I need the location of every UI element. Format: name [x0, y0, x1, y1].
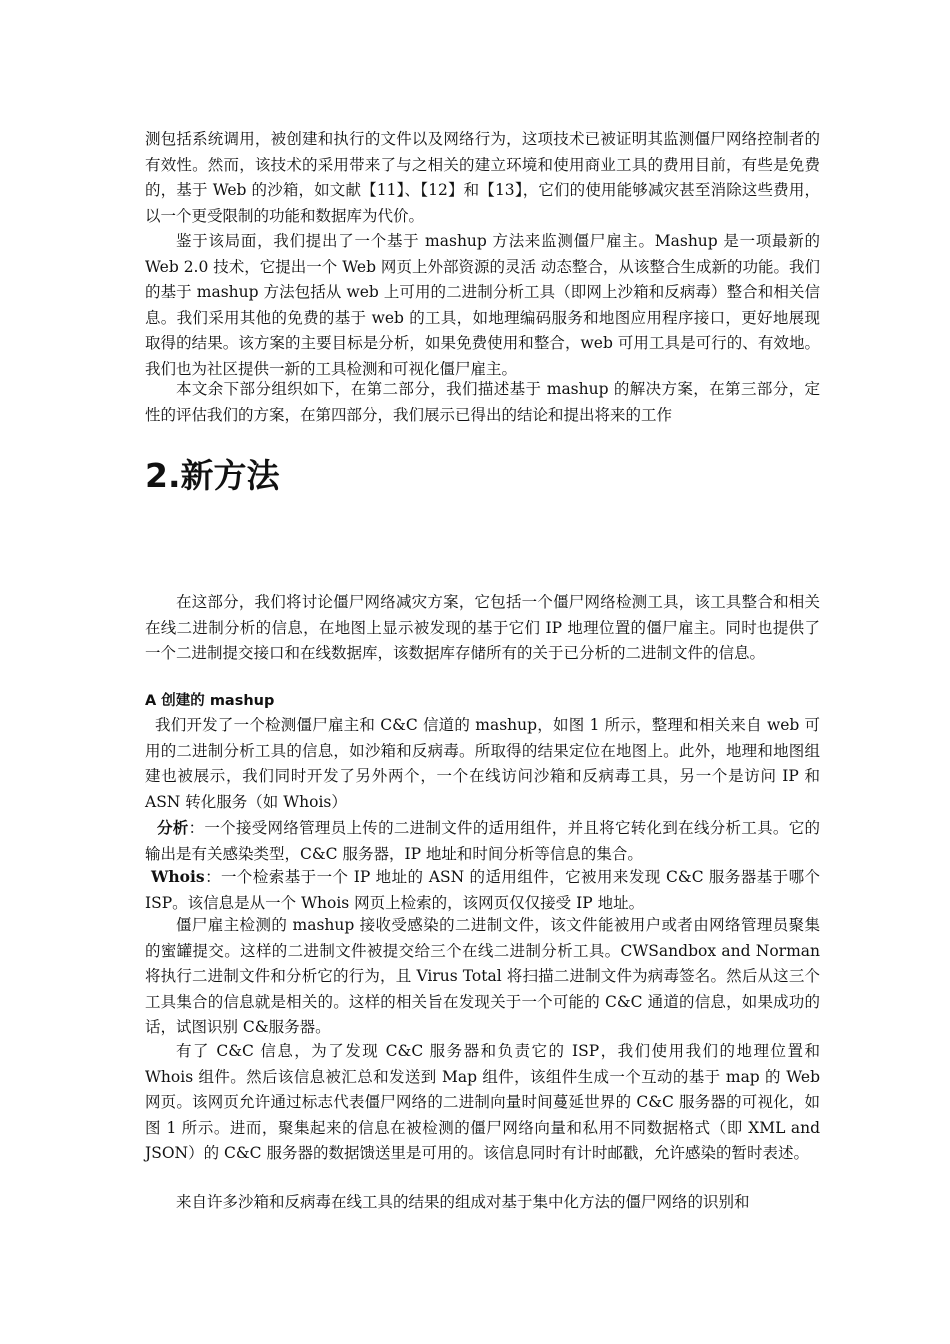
whois-text: ：一个检索基于一个 IP 地址的 ASN 的适用组件，它被用来发现 C&C 服务器基于哪个 ISP。该信息是从一个 Whois 网页上检索的，该网页仅仅接受 IP 地址。	[145, 868, 820, 912]
paragraph-composition: 来自许多沙箱和反病毒在线工具的结果的组成对基于集中化方法的僵尸网络的识别和	[176, 1193, 750, 1211]
paragraph-whois-component	[145, 864, 820, 916]
paragraph-mashup-proposal: 鉴于该局面，我们提出了一个基于 mashup 方法来监测僵尸雇主。Mashup 是一项最新的 Web 2.0 技术，它提出一个 Web 网页上外部资源的灵活 动态整合，从该整合生成新的功能。我们的基于 mashup 方法包括从 web 上可用的二进制分析工具（即网上沙箱和反病毒）整合和相关信息。我们采用其他的免费的基于 web 的工具，如地理编码服务和地图应用程序接口，更好地展现取得的结果。该方案的主要目标是分析，如果免费使用和整合，web 可用工具是可行的、有效地。我们也为社区提供一新的工具检测和可视化僵尸雇主。	[145, 232, 820, 378]
section-heading: 2.新方法	[145, 456, 280, 495]
whois-label: Whois	[151, 867, 205, 886]
paragraph-detection-flow: 僵尸雇主检测的 mashup 接收受感染的二进制文件，该文件能被用户或者由网络管理员聚集的蜜罐提交。这样的二进制文件被提交给三个在线二进制分析工具。CWSandbox and Norman 将执行二进制文件和分析它的行为，且 Virus Total 将扫描二进制文件为病毒签名。然后从这三个工具集合的信息就是相关的。这样的相关旨在发现关于一个可能的 C&C 通道的信息，如果成功的话，试图识别 C&服务器。	[145, 916, 820, 1037]
analysis-label: 分析	[157, 818, 189, 837]
paragraph-intro-continued: 测包括系统调用，被创建和执行的文件以及网络行为，这项技术已被证明其监测僵尸网络控制者的有效性。然而，该技术的采用带来了与之相关的建立环境和使用商业工具的费用目前，有些是免费的，基于 Web 的沙箱，如文献【11】、【12】和【13】，它们的使用能够减灾甚至消除这些费用，以一个更受限制的功能和数据库为代价。	[145, 130, 820, 225]
subsection-heading: A 创建的 mashup	[145, 693, 275, 709]
paragraph-organization: 本文余下部分组织如下，在第二部分，我们描述基于 mashup 的解决方案，在第三部分，定性的评估我们的方案，在第四部分，我们展示已得出的结论和提出将来的工作	[145, 380, 820, 424]
paragraph-analysis-component	[145, 815, 820, 867]
analysis-text: ：一个接受网络管理员上传的二进制文件的适用组件，并且将它转化到在线分析工具。它的输出是有关感染类型，C&C 服务器，IP 地址和时间分析等信息的集合。	[145, 819, 820, 863]
paragraph-mashup-description: 我们开发了一个检测僵尸雇主和 C&C 信道的 mashup，如图 1 所示，整理和相关来自 web 可用的二进制分析工具的信息，如沙箱和反病毒。所取得的结果定位在地图上。此外，地理和地图组建也被展示，我们同时开发了另外两个，一个在线访问沙箱和反病毒工具，另一个是访问 IP 和 ASN 转化服务（如 Whois）	[145, 716, 820, 811]
paragraph-section-intro: 在这部分，我们将讨论僵尸网络减灾方案，它包括一个僵尸网络检测工具，该工具整合和相关在线二进制分析的信息，在地图上显示被发现的基于它们 IP 地理位置的僵尸雇主。同时也提供了一个二进制提交接口和在线数据库，该数据库存储所有的关于已分析的二进制文件的信息。	[145, 593, 820, 663]
paragraph-cc-visualization: 有了 C&C 信息，为了发现 C&C 服务器和负责它的 ISP，我们使用我们的地理位置和 Whois 组件。然后该信息被汇总和发送到 Map 组件，该组件生成一个互动的基于 map 的 Web 网页。该网页允许通过标志代表僵尸网络的二进制向量时间蔓延世界的 C&C 服务器的可视化，如图 1 所示。进而，聚集起来的信息在被检测的僵尸网络向量和私用不同数据格式（即 XML and JSON）的 C&C 服务器的数据馈送里是可用的。该信息同时有计时邮戳，允许感染的暂时表述。	[145, 1042, 820, 1163]
